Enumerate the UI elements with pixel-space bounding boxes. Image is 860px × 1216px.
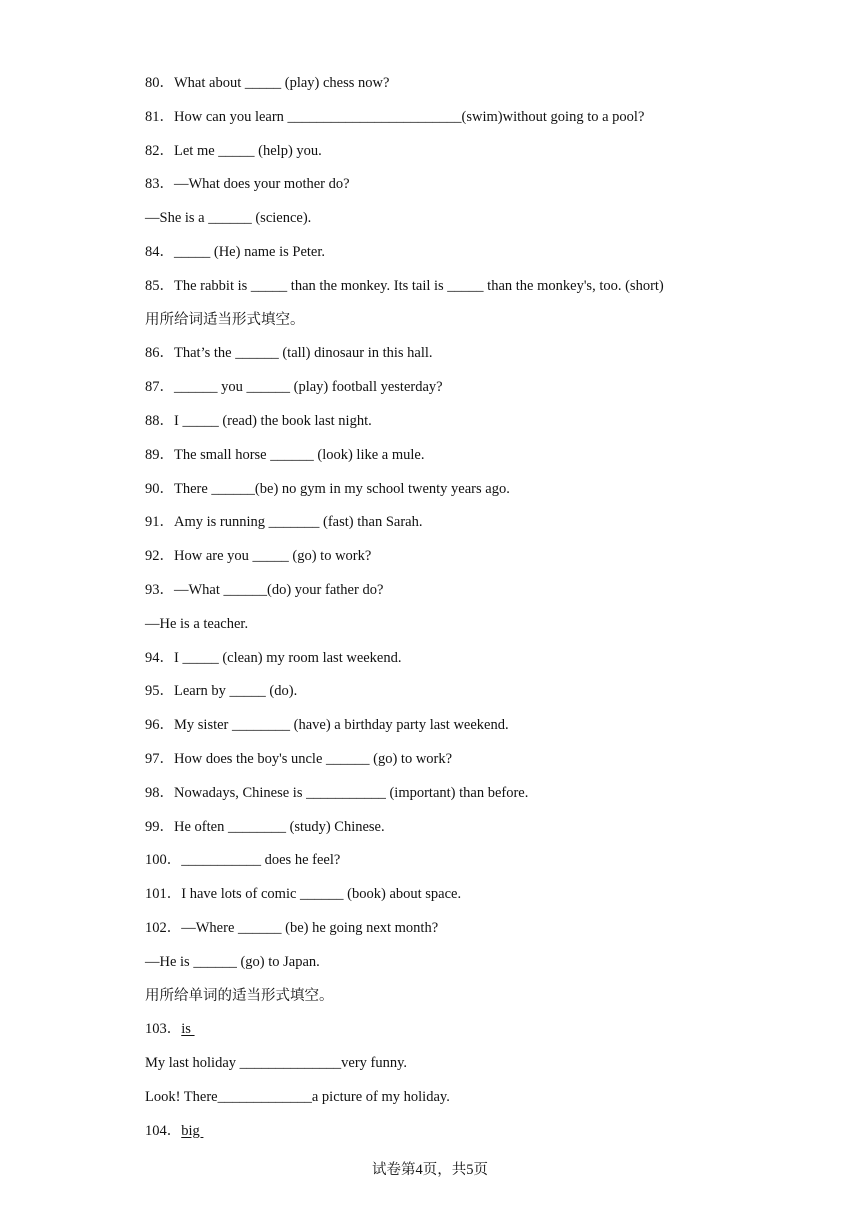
question-number: 94．	[145, 649, 174, 666]
question-text: Learn by _____ (do).	[174, 683, 298, 700]
question-text: Amy is running _______ (fast) than Sarah.	[174, 514, 423, 531]
page-footer: 试卷第4页，共5页	[372, 1162, 488, 1178]
question-line	[145, 341, 825, 375]
question-number: 104．	[145, 1122, 182, 1139]
question-number: 87．	[145, 379, 174, 396]
question-text: ___________ does he feel?	[181, 852, 341, 869]
question-line	[145, 578, 825, 612]
question-text: My last holiday ______________very funny.	[145, 1055, 408, 1072]
question-text: Nowadays, Chinese is ___________ (important) than before.	[174, 784, 529, 801]
question-number: 88．	[145, 412, 174, 429]
question-list	[145, 71, 825, 1153]
question-text: I have lots of comic ______ (book) about space.	[181, 886, 462, 903]
question-line	[145, 139, 825, 173]
question-text: What about _____ (play) chess now?	[174, 75, 390, 91]
question-text: My sister ________ (have) a birthday party last weekend.	[174, 717, 509, 734]
question-text: That’s the ______ (tall) dinosaur in this hall.	[174, 345, 433, 362]
question-text: The rabbit is _____ than the monkey. Its tail is _____ than the monkey's, too. (short)	[174, 277, 664, 294]
question-number: 84．	[145, 243, 174, 260]
question-number: 81．	[145, 108, 174, 125]
question-text: He often ________ (study) Chinese.	[174, 818, 385, 835]
question-number: 97．	[145, 750, 174, 767]
question-line	[145, 916, 825, 950]
question-line	[145, 510, 825, 544]
question-line	[145, 1017, 825, 1051]
question-line	[145, 815, 825, 849]
question-line	[145, 679, 825, 713]
question-text: The small horse ______ (look) like a mule.	[174, 446, 425, 463]
question-line	[145, 105, 825, 139]
question-number: 80．	[145, 75, 174, 91]
question-line	[145, 713, 825, 747]
question-text: How are you _____ (go) to work?	[174, 548, 372, 565]
question-text: —He is a teacher.	[145, 615, 249, 632]
question-text: I _____ (read) the book last night.	[174, 412, 372, 429]
question-text: 用所给词适当形式填空。	[145, 311, 305, 328]
question-text: —She is a ______ (science).	[145, 210, 312, 227]
question-line	[145, 443, 825, 477]
question-number: 100．	[145, 852, 182, 869]
question-text: 用所给单词的适当形式填空。	[145, 987, 334, 1004]
question-continuation-line	[145, 206, 825, 240]
question-number: 95．	[145, 683, 174, 700]
given-word: big	[181, 1122, 204, 1139]
question-number: 82．	[145, 142, 174, 159]
question-line	[145, 71, 825, 105]
question-number: 83．	[145, 176, 174, 193]
question-line	[145, 477, 825, 511]
question-text: —Where ______ (be) he going next month?	[181, 919, 439, 936]
question-continuation-line	[145, 1085, 825, 1119]
given-word: is	[181, 1021, 195, 1038]
question-number: 86．	[145, 345, 174, 362]
question-line	[145, 172, 825, 206]
question-number: 98．	[145, 784, 174, 801]
question-text: I _____ (clean) my room last weekend.	[174, 649, 402, 666]
question-line	[145, 848, 825, 882]
question-continuation-line	[145, 984, 825, 1018]
question-number: 91．	[145, 514, 174, 531]
question-continuation-line	[145, 612, 825, 646]
question-text: —He is ______ (go) to Japan.	[145, 953, 320, 970]
question-number: 96．	[145, 717, 174, 734]
question-line	[145, 274, 825, 308]
question-line	[145, 781, 825, 815]
question-continuation-line	[145, 950, 825, 984]
question-number: 103．	[145, 1021, 182, 1038]
question-number: 92．	[145, 548, 174, 565]
question-number: 89．	[145, 446, 174, 463]
question-line	[145, 747, 825, 781]
question-text: How can you learn ________________________(swim)without going to a pool?	[174, 108, 645, 125]
question-line	[145, 240, 825, 274]
question-number: 99．	[145, 818, 174, 835]
question-line	[145, 1119, 825, 1153]
question-line	[145, 544, 825, 578]
question-number: 90．	[145, 480, 174, 497]
question-text: —What does your mother do?	[174, 176, 350, 193]
question-number: 101．	[145, 886, 182, 903]
question-text: —What ______(do) your father do?	[174, 581, 384, 598]
question-line	[145, 882, 825, 916]
question-number: 85．	[145, 277, 174, 294]
question-text: How does the boy's uncle ______ (go) to work?	[174, 750, 453, 767]
question-number: 102．	[145, 919, 182, 936]
question-line	[145, 409, 825, 443]
question-text: ______ you ______ (play) football yesterday?	[174, 379, 443, 396]
question-number: 93．	[145, 581, 174, 598]
question-continuation-line	[145, 308, 825, 342]
question-continuation-line	[145, 1051, 825, 1085]
question-text: Look! There_____________a picture of my holiday.	[145, 1088, 450, 1105]
question-line	[145, 375, 825, 409]
question-text: Let me _____ (help) you.	[174, 142, 322, 159]
question-line	[145, 646, 825, 680]
question-text: There ______(be) no gym in my school twenty years ago.	[174, 480, 510, 497]
question-text: _____ (He) name is Peter.	[174, 243, 326, 260]
